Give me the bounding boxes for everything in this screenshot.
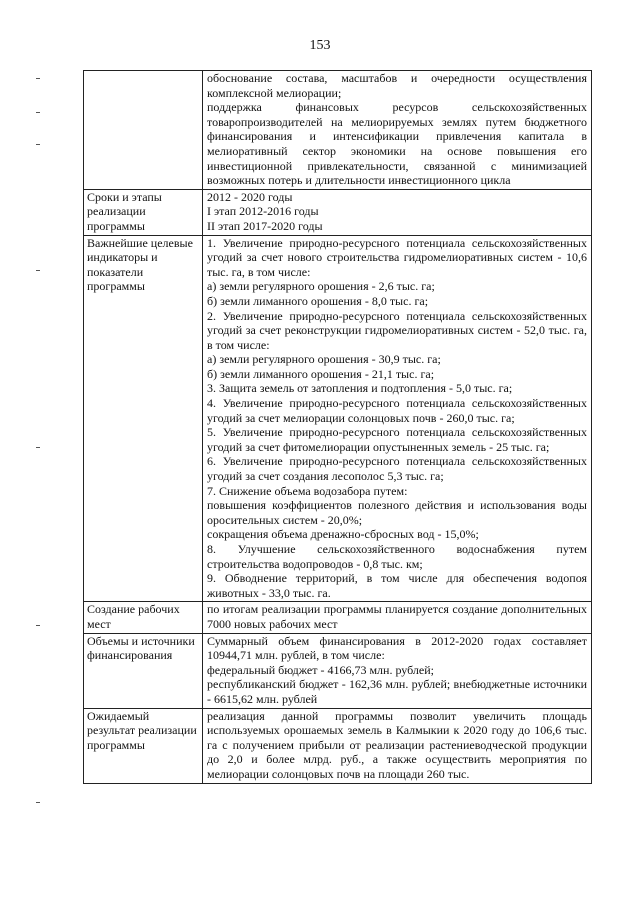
content-line: 7. Снижение объема водозабора путем:: [207, 483, 408, 498]
content-line: а) земли регулярного орошения - 2,6 тыс. га;: [207, 279, 435, 294]
content-line: обоснование состава, масштабов и очередности осуществления комплексной мелиорации;: [207, 71, 587, 100]
margin-mark: [36, 270, 40, 271]
row-content: [203, 633, 592, 708]
table-row: [84, 189, 592, 235]
row-content: [203, 708, 592, 783]
content-line: 8. Улучшение сельскохозяйственного водоснабжения путем строительства водопроводов - 0,8 тыс. км;: [207, 542, 587, 571]
margin-mark: [36, 625, 40, 626]
row-label: Объемы и источники финансирования: [84, 633, 203, 708]
row-label: Важнейшие целевые индикаторы и показатели программы: [84, 235, 203, 602]
content-line: 9. Обводнение территорий, в том числе для обеспечения водопоя животных - 33,0 тыс. га.: [207, 571, 587, 600]
row-label: Сроки и этапы реализации программы: [84, 189, 203, 235]
page-number: 153: [309, 38, 331, 53]
content-line: федеральный бюджет - 4166,73 млн. рублей;: [207, 662, 435, 677]
content-line: 1. Увеличение природно-ресурсного потенциала сельскохозяйственных угодий за счет нового строительства гидромелиоративных систем - 10,6 тыс. га, в том числе:: [207, 235, 587, 279]
content-line: б) земли лиманного орошения - 8,0 тыс. га;: [207, 293, 429, 308]
table-row: [84, 708, 592, 783]
content-line: 2012 - 2020 годы: [207, 189, 293, 204]
margin-mark: [36, 447, 40, 448]
content-line: II этап 2017-2020 годы: [207, 218, 323, 233]
content-line: а) земли регулярного орошения - 30,9 тыс. га;: [207, 352, 441, 367]
content-line: 5. Увеличение природно-ресурсного потенциала сельскохозяйственных угодий за счет фитомелиорации опустыненных земель - 25 тыс. га;: [207, 425, 587, 454]
row-content: [203, 602, 592, 633]
content-line: 6. Увеличение природно-ресурсного потенциала сельскохозяйственных угодий за счет создания лесополос 5,3 тыс. га;: [207, 454, 587, 484]
content-line: реализация данной программы позволит увеличить площадь используемых орошаемых земель в Калмыкии к 2020 году до 106,6 тыс. га с получением прибыли от реализации растениеводческой продукции до 2,0 и более млрд. руб., а также осуществить мероприятия по мелиорации солонцовых почв на площади 260 тыс.: [207, 708, 587, 781]
content-line: республиканский бюджет - 162,36 млн. рублей; внебюджетные источники - 6615,62 млн. рублей: [207, 677, 587, 706]
row-content: [203, 235, 592, 602]
content-line: 3. Защита земель от затопления и подтопления - 5,0 тыс. га;: [207, 381, 513, 396]
margin-mark: [36, 144, 40, 145]
table-row: [84, 602, 592, 633]
program-passport-table: [83, 70, 592, 784]
row-content: [203, 71, 592, 190]
row-label: [84, 71, 203, 190]
table-row: [84, 71, 592, 190]
row-label: Создание рабочих мест: [84, 602, 203, 633]
content-line: Суммарный объем финансирования в 2012-2020 годах составляет 10944,71 млн. рублей, в том числе:: [207, 633, 587, 663]
table-row: [84, 235, 592, 602]
margin-mark: [36, 78, 40, 79]
row-label: Ожидаемый результат реализации программы: [84, 708, 203, 783]
content-line: б) земли лиманного орошения - 21,1 тыс. га;: [207, 366, 435, 381]
content-line: сокращения объема дренажно-сбросных вод - 15,0%;: [207, 527, 479, 542]
content-line: 2. Увеличение природно-ресурсного потенциала сельскохозяйственных угодий за счет реконструкции гидромелиоративных систем - 52,0 тыс. га, в том числе:: [207, 308, 587, 352]
margin-mark: [36, 112, 40, 113]
table-row: [84, 633, 592, 708]
content-line: 4. Увеличение природно-ресурсного потенциала сельскохозяйственных угодий за счет мелиорации солонцовых почв - 260,0 тыс. га;: [207, 396, 587, 425]
margin-mark: [36, 802, 40, 803]
row-content: [203, 189, 592, 235]
content-line: по итогам реализации программы планируется создание дополнительных 7000 новых рабочих мест: [207, 602, 587, 631]
content-line: повышения коэффициентов полезного действия и использования воды оросительных систем - 20,0%;: [207, 498, 587, 527]
content-line: I этап 2012-2016 годы: [207, 204, 319, 219]
content-line: поддержка финансовых ресурсов сельскохозяйственных товаропроизводителей на мелиорируемых землях путем бюджетного финансирования и интенсификации привлечения капитала в мелиоративный сектор экономики на основе повышения его инвестиционной привлекательности, связанной с минимизацией возможных потерь и длительности инвестиционного цикла: [207, 100, 587, 188]
